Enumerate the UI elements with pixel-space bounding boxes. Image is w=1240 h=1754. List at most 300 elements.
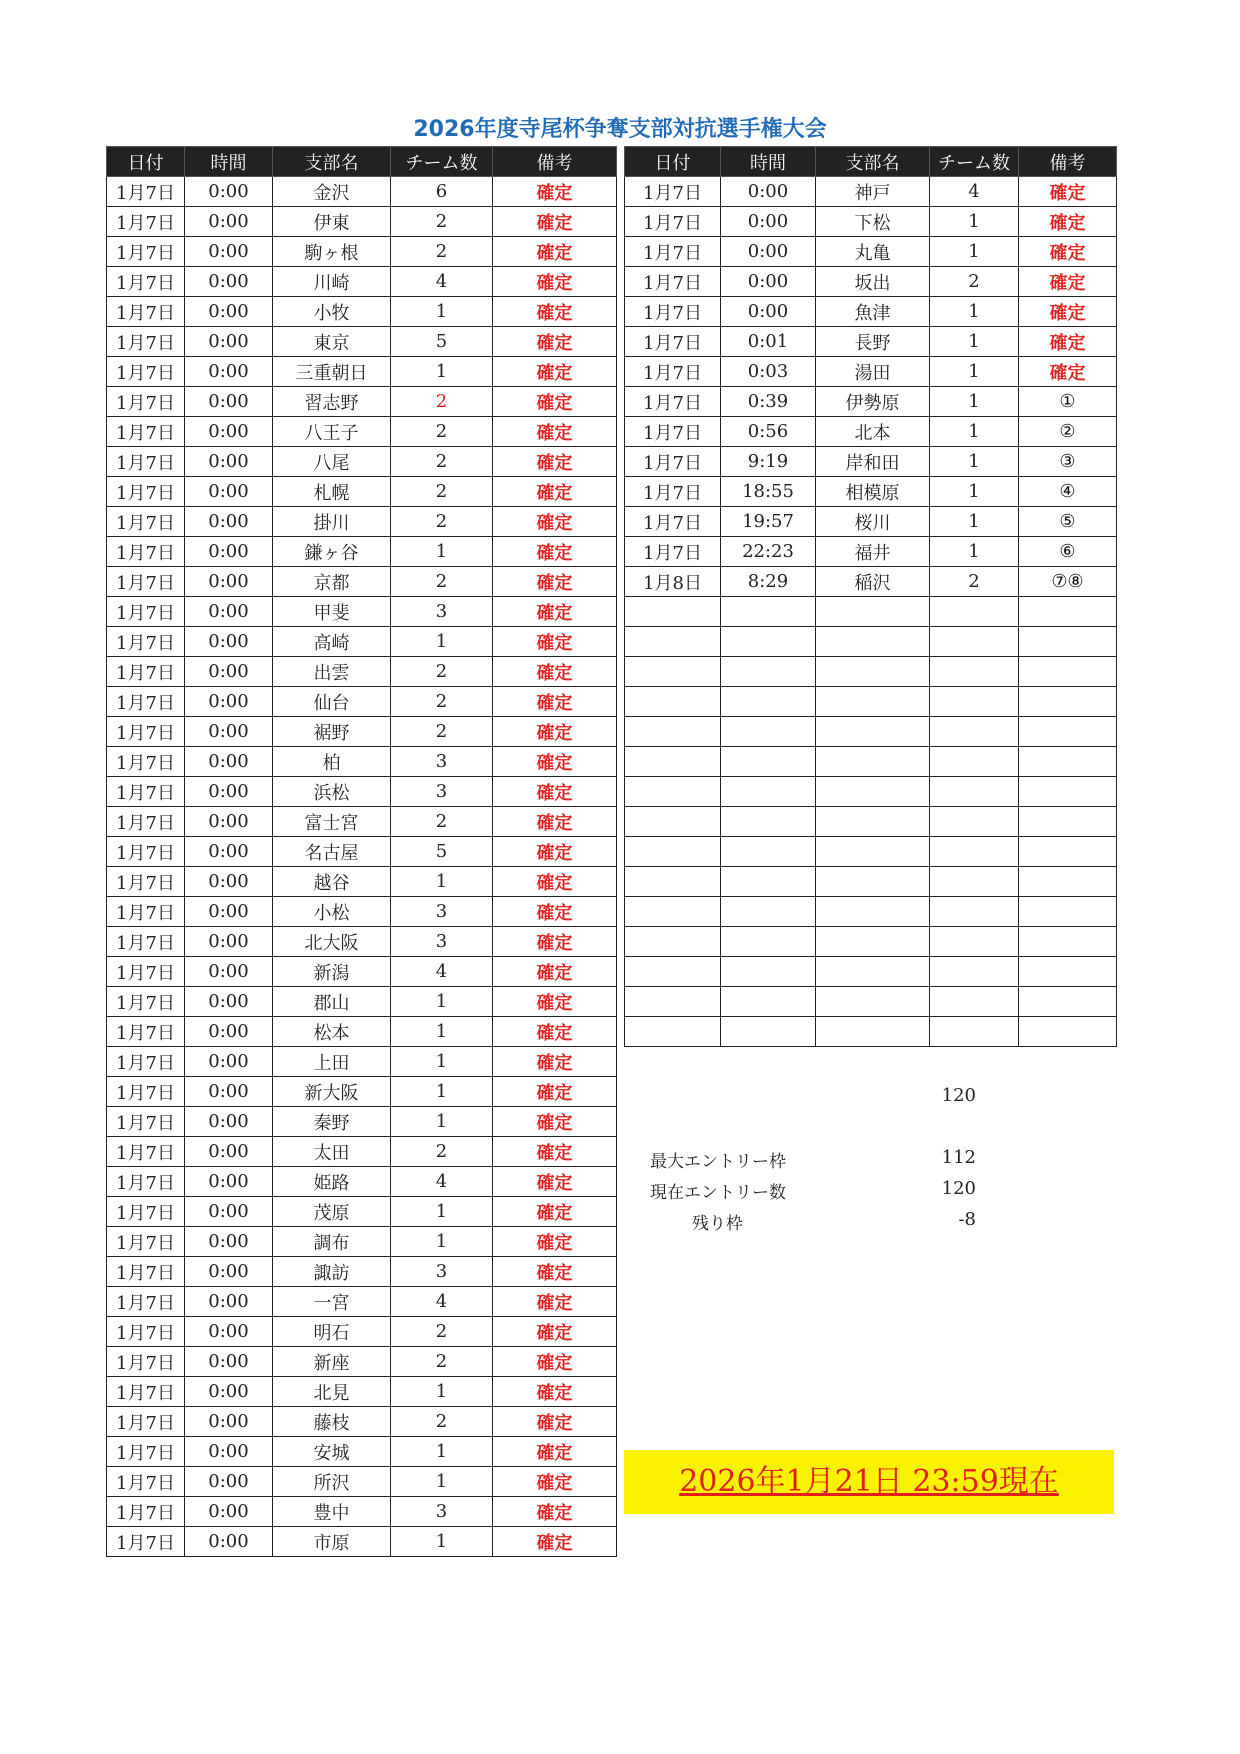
empty-cell [721,687,816,717]
cell-teams: 2 [930,567,1019,597]
cell-date: 1月7日 [107,1347,185,1377]
cell-teams: 3 [391,747,493,777]
table-row [107,1467,617,1497]
cell-branch: 伊東 [273,207,391,237]
cell-date: 1月7日 [107,237,185,267]
cell-status: 確定 [493,1257,617,1287]
cell-teams: 3 [391,597,493,627]
empty-cell [930,927,1019,957]
cell-status: 確定 [493,447,617,477]
cell-status: 確定 [1019,327,1117,357]
empty-cell [1019,747,1117,777]
cell-time: 0:00 [185,1077,273,1107]
cell-status: 確定 [493,1317,617,1347]
cell-time: 0:00 [185,927,273,957]
empty-row [625,897,1117,927]
cell-branch: 越谷 [273,867,391,897]
cell-branch: 仙台 [273,687,391,717]
header-branch: 支部名 [273,147,391,177]
cell-branch: 伊勢原 [816,387,930,417]
cell-branch: 新潟 [273,957,391,987]
cell-branch: 北大阪 [273,927,391,957]
cell-branch: 藤枝 [273,1407,391,1437]
empty-cell [721,717,816,747]
cell-status: 確定 [493,207,617,237]
cell-teams: 3 [391,1257,493,1287]
table-row [107,897,617,927]
cell-date: 1月7日 [107,807,185,837]
cell-date: 1月7日 [107,657,185,687]
cell-time: 0:00 [185,957,273,987]
cell-branch: 神戸 [816,177,930,207]
header-status: 備考 [493,147,617,177]
cell-status: 確定 [493,747,617,777]
table-row [107,957,617,987]
empty-row [625,927,1117,957]
table-row [107,1227,617,1257]
cell-teams: 3 [391,777,493,807]
table-row [107,1257,617,1287]
cell-status: 確定 [493,1527,617,1557]
cell-time: 0:00 [185,267,273,297]
empty-cell [625,747,721,777]
cell-date: 1月7日 [625,267,721,297]
cell-status: 確定 [493,687,617,717]
empty-cell [930,687,1019,717]
cell-status: 確定 [493,177,617,207]
cell-branch: 稲沢 [816,567,930,597]
empty-row [625,987,1117,1017]
table-row [107,1377,617,1407]
empty-cell [816,867,930,897]
cell-date: 1月7日 [107,897,185,927]
cell-teams: 4 [930,177,1019,207]
cell-branch: 松本 [273,1017,391,1047]
empty-cell [721,987,816,1017]
empty-row [625,657,1117,687]
current-entry-label: 現在エントリー数 [650,1183,786,1203]
cell-status: 確定 [493,477,617,507]
cell-status: 確定 [493,297,617,327]
cell-status: 確定 [493,897,617,927]
cell-date: 1月7日 [107,927,185,957]
empty-cell [1019,867,1117,897]
cell-teams: 2 [391,447,493,477]
header-teams: チーム数 [930,147,1019,177]
cell-time: 8:29 [721,567,816,597]
cell-time: 0:00 [185,297,273,327]
empty-cell [721,1017,816,1047]
table-row [625,387,1117,417]
empty-cell [930,657,1019,687]
cell-branch: 相模原 [816,477,930,507]
cell-status: 確定 [493,807,617,837]
cell-time: 0:00 [185,237,273,267]
cell-time: 0:00 [185,387,273,417]
cell-date: 1月7日 [107,1407,185,1437]
cell-branch: 岸和田 [816,447,930,477]
cell-branch: 高崎 [273,627,391,657]
cell-teams: 2 [391,237,493,267]
empty-cell [625,657,721,687]
empty-cell [1019,927,1117,957]
empty-cell [625,927,721,957]
remaining-label: 残り枠 [692,1214,743,1234]
empty-cell [625,957,721,987]
cell-status: 確定 [1019,177,1117,207]
cell-teams: 2 [391,1137,493,1167]
empty-row [625,867,1117,897]
table-row [625,537,1117,567]
cell-teams: 1 [391,627,493,657]
empty-cell [1019,597,1117,627]
cell-teams: 3 [391,1497,493,1527]
table-row [107,567,617,597]
empty-cell [930,987,1019,1017]
table-row [107,1017,617,1047]
cell-status: 確定 [1019,207,1117,237]
cell-time: 18:55 [721,477,816,507]
cell-time: 0:00 [721,297,816,327]
cell-time: 22:23 [721,537,816,567]
cell-date: 1月7日 [107,207,185,237]
empty-cell [816,837,930,867]
cell-branch: 丸亀 [816,237,930,267]
empty-cell [816,987,930,1017]
cell-date: 1月7日 [107,627,185,657]
cell-time: 0:00 [185,1467,273,1497]
cell-status: 確定 [493,1167,617,1197]
empty-cell [625,687,721,717]
cell-status: 確定 [493,1377,617,1407]
cell-branch: 駒ヶ根 [273,237,391,267]
cell-date: 1月7日 [107,1437,185,1467]
cell-teams: 1 [930,387,1019,417]
cell-branch: 秦野 [273,1107,391,1137]
table-row [625,237,1117,267]
cell-branch: 魚津 [816,297,930,327]
cell-time: 0:00 [185,1227,273,1257]
cell-date: 1月7日 [107,957,185,987]
empty-cell [1019,897,1117,927]
cell-teams: 1 [930,297,1019,327]
cell-time: 0:00 [185,447,273,477]
table-row [107,717,617,747]
table-row [107,927,617,957]
cell-teams: 1 [391,1377,493,1407]
cell-branch: 甲斐 [273,597,391,627]
cell-date: 1月7日 [107,507,185,537]
empty-cell [625,717,721,747]
cell-teams: 1 [391,1527,493,1557]
cell-status: 確定 [493,267,617,297]
table-row [107,387,617,417]
cell-branch: 諏訪 [273,1257,391,1287]
empty-cell [721,747,816,777]
cell-status: 確定 [493,387,617,417]
empty-cell [930,957,1019,987]
table-row [107,357,617,387]
cell-branch: 上田 [273,1047,391,1077]
cell-branch: 八王子 [273,417,391,447]
cell-date: 1月7日 [625,417,721,447]
cell-branch: 北見 [273,1377,391,1407]
cell-time: 0:00 [185,1257,273,1287]
empty-cell [930,747,1019,777]
cell-teams: 2 [391,1347,493,1377]
cell-date: 1月7日 [107,1197,185,1227]
cell-branch: 北本 [816,417,930,447]
cell-time: 0:00 [185,1047,273,1077]
empty-cell [721,867,816,897]
table-row [107,1317,617,1347]
cell-teams: 1 [391,1197,493,1227]
table-row [625,417,1117,447]
cell-teams: 1 [391,987,493,1017]
empty-row [625,807,1117,837]
cell-teams: 2 [391,567,493,597]
table-row [107,1107,617,1137]
table-row [625,177,1117,207]
cell-time: 0:00 [185,177,273,207]
cell-teams: 2 [391,507,493,537]
cell-teams: 1 [391,1077,493,1107]
table-row [107,1407,617,1437]
cell-date: 1月7日 [107,297,185,327]
cell-date: 1月7日 [107,1047,185,1077]
cell-branch: 富士宮 [273,807,391,837]
cell-date: 1月7日 [107,837,185,867]
cell-date: 1月7日 [107,987,185,1017]
table-row [625,327,1117,357]
cell-time: 0:00 [721,207,816,237]
cell-date: 1月7日 [107,867,185,897]
table-row [107,777,617,807]
cell-date: 1月7日 [107,1287,185,1317]
cell-time: 0:00 [185,627,273,657]
table-row [107,1137,617,1167]
cell-date: 1月7日 [107,747,185,777]
empty-cell [721,657,816,687]
cell-status: 確定 [493,987,617,1017]
empty-cell [1019,837,1117,867]
empty-cell [816,927,930,957]
empty-cell [721,927,816,957]
cell-teams: 1 [930,327,1019,357]
empty-cell [1019,777,1117,807]
cell-branch: 郡山 [273,987,391,1017]
cell-time: 0:00 [185,1347,273,1377]
cell-branch: 鎌ヶ谷 [273,537,391,567]
cell-date: 1月7日 [107,1257,185,1287]
empty-cell [721,627,816,657]
cell-time: 0:00 [185,717,273,747]
cell-status: 確定 [493,597,617,627]
cell-teams: 5 [391,327,493,357]
cell-status: 確定 [493,1197,617,1227]
cell-branch: 桜川 [816,507,930,537]
cell-branch: 小松 [273,897,391,927]
empty-cell [930,777,1019,807]
cell-branch: 豊中 [273,1497,391,1527]
table-row [625,357,1117,387]
cell-branch: 太田 [273,1137,391,1167]
empty-cell [816,777,930,807]
table-row [107,867,617,897]
empty-row [625,957,1117,987]
cell-branch: 出雲 [273,657,391,687]
cell-branch: 三重朝日 [273,357,391,387]
table-header-row [107,147,617,177]
cell-status: ⑥ [1019,537,1117,567]
table-row [107,1167,617,1197]
empty-cell [625,1017,721,1047]
table-row [107,207,617,237]
cell-status: ⑤ [1019,507,1117,537]
cell-branch: 姫路 [273,1167,391,1197]
cell-teams: 1 [391,1437,493,1467]
cell-status: ④ [1019,477,1117,507]
cell-status: 確定 [493,957,617,987]
table-row [107,537,617,567]
header-teams: チーム数 [391,147,493,177]
cell-date: 1月8日 [625,567,721,597]
empty-cell [930,867,1019,897]
cell-time: 0:00 [185,327,273,357]
empty-cell [625,627,721,657]
cell-time: 0:00 [185,597,273,627]
cell-teams: 1 [930,357,1019,387]
cell-branch: 川崎 [273,267,391,297]
cell-time: 0:00 [185,657,273,687]
cell-teams: 3 [391,897,493,927]
cell-teams: 2 [930,267,1019,297]
cell-status: 確定 [493,1017,617,1047]
cell-teams: 2 [391,387,493,417]
cell-date: 1月7日 [107,387,185,417]
cell-time: 0:00 [185,867,273,897]
cell-branch: 所沢 [273,1467,391,1497]
cell-date: 1月7日 [107,1137,185,1167]
cell-time: 0:00 [185,207,273,237]
cell-branch: 八尾 [273,447,391,477]
empty-cell [721,777,816,807]
cell-status: 確定 [493,417,617,447]
cell-status: 確定 [493,1047,617,1077]
cell-date: 1月7日 [625,507,721,537]
table-row [107,477,617,507]
cell-branch: 新座 [273,1347,391,1377]
cell-status: 確定 [493,927,617,957]
cell-teams: 1 [391,1107,493,1137]
cell-date: 1月7日 [107,1107,185,1137]
table-row [107,1197,617,1227]
empty-cell [625,777,721,807]
table-row [107,1527,617,1557]
cell-time: 0:00 [185,417,273,447]
cell-teams: 2 [391,1317,493,1347]
table-row [107,177,617,207]
cell-time: 0:00 [185,1437,273,1467]
cell-teams: 1 [391,1017,493,1047]
cell-teams: 1 [930,417,1019,447]
cell-status: 確定 [493,1467,617,1497]
cell-status: 確定 [493,867,617,897]
table-row [107,747,617,777]
cell-branch: 東京 [273,327,391,357]
cell-date: 1月7日 [107,447,185,477]
empty-cell [625,867,721,897]
empty-cell [721,957,816,987]
table-row [107,507,617,537]
cell-teams: 1 [930,537,1019,567]
cell-status: 確定 [493,837,617,867]
cell-date: 1月7日 [107,717,185,747]
cell-teams: 1 [930,477,1019,507]
table-row [625,207,1117,237]
cell-status: 確定 [493,657,617,687]
cell-date: 1月7日 [107,1377,185,1407]
empty-cell [816,627,930,657]
table-row [107,1437,617,1467]
cell-branch: 柏 [273,747,391,777]
empty-cell [625,597,721,627]
cell-teams: 5 [391,837,493,867]
cell-branch: 坂出 [816,267,930,297]
empty-cell [721,897,816,927]
empty-cell [930,897,1019,927]
cell-time: 0:00 [185,687,273,717]
cell-teams: 2 [391,687,493,717]
header-date: 日付 [107,147,185,177]
cell-branch: 金沢 [273,177,391,207]
empty-cell [625,987,721,1017]
cell-teams: 1 [391,537,493,567]
cell-time: 0:00 [185,1527,273,1557]
as-of-banner: 2026年1月21日 23:59現在 [624,1450,1114,1514]
table-row [107,237,617,267]
cell-teams: 2 [391,1407,493,1437]
cell-status: ⑦⑧ [1019,567,1117,597]
cell-branch: 下松 [816,207,930,237]
cell-time: 0:00 [185,507,273,537]
cell-time: 0:00 [721,267,816,297]
cell-branch: 習志野 [273,387,391,417]
empty-cell [1019,807,1117,837]
cell-date: 1月7日 [625,537,721,567]
empty-cell [816,1017,930,1047]
table-row [107,417,617,447]
cell-status: 確定 [493,777,617,807]
table-row [107,1347,617,1377]
cell-status: 確定 [493,627,617,657]
empty-cell [1019,717,1117,747]
empty-row [625,777,1117,807]
cell-time: 0:01 [721,327,816,357]
cell-status: 確定 [493,537,617,567]
cell-branch: 名古屋 [273,837,391,867]
cell-date: 1月7日 [625,357,721,387]
entry-table-right [624,146,1117,1047]
cell-time: 0:00 [721,237,816,267]
cell-time: 0:03 [721,357,816,387]
cell-time: 0:00 [185,1107,273,1137]
cell-date: 1月7日 [107,1167,185,1197]
cell-status: ① [1019,387,1117,417]
empty-cell [1019,987,1117,1017]
header-date: 日付 [625,147,721,177]
cell-branch: 札幌 [273,477,391,507]
